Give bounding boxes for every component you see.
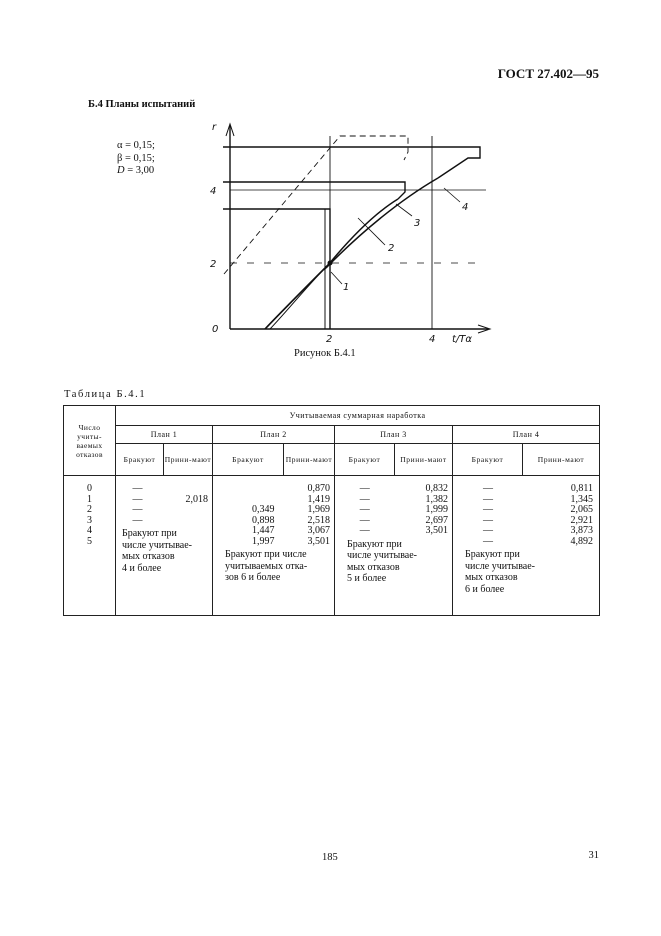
- sub-header-accept: Прини-мают: [284, 444, 335, 476]
- plan2-note-line: Бракуют при числе: [225, 549, 307, 560]
- plan1-reject-value: —: [132, 514, 143, 526]
- plan2-reject-value: 0,898: [251, 514, 275, 526]
- plan2-reject-value: 1,997: [251, 535, 275, 547]
- param-alpha: [117, 140, 155, 153]
- plan4-reject-value: —: [483, 493, 493, 505]
- plan-header-1: План 1: [116, 426, 213, 444]
- curve-label-2: 2: [388, 243, 395, 254]
- plan3-reject-value: —: [359, 504, 370, 515]
- plan4-accept-list: [523, 484, 597, 547]
- figure-caption: Рисунок Б.4.1: [294, 348, 356, 359]
- plan2-reject-value: [213, 484, 274, 495]
- plan3-cell: [335, 476, 453, 616]
- plan1-reject-value: —: [132, 504, 143, 515]
- sub-header-reject: Бракуют: [453, 444, 523, 476]
- label-1-leader: [331, 272, 342, 284]
- plan2-accept-value: 1,419: [307, 493, 330, 505]
- curve-4: [326, 178, 438, 268]
- plan1-cell: [116, 476, 213, 616]
- plan4-reject-value: —: [483, 535, 493, 547]
- plan2-dashed-boundary: [224, 136, 408, 274]
- plan1-accept-value: [159, 484, 208, 495]
- plan4-accept-value: 0,811: [570, 483, 593, 494]
- plan2-accept-value: 0,870: [307, 483, 330, 494]
- plan3-note: [335, 537, 452, 591]
- plan3-note-line: 5 и более: [347, 573, 387, 584]
- x-tick-4: 4: [429, 334, 436, 345]
- plan2-accept-value: 3,067: [307, 525, 330, 536]
- plan4-boundary: [223, 147, 480, 178]
- plan1-reject-value: —: [132, 483, 143, 494]
- plans-table: [63, 405, 600, 616]
- sub-header-reject: Бракуют: [335, 444, 395, 476]
- plan3-reject-value: —: [359, 525, 370, 536]
- plan1-reject-value: —: [132, 493, 143, 505]
- sub-header-reject: Бракуют: [116, 444, 164, 476]
- param-d: [117, 165, 155, 178]
- label-2-leader: [358, 218, 385, 245]
- plan-header-3: План 3: [335, 426, 453, 444]
- plan3-reject-value: —: [359, 483, 370, 494]
- plan2-note-line: учитываемых отка-: [225, 560, 308, 572]
- failure-count: 2: [87, 504, 92, 515]
- plan2-accept-list: [278, 484, 334, 547]
- plan4-accept-value: 2,921: [570, 514, 593, 526]
- param-alpha-value: = 0,15;: [122, 140, 155, 151]
- plan3-note-line: мых отказов: [347, 561, 400, 573]
- plan3-accept-value: 0,832: [425, 483, 448, 494]
- page-number-right: 31: [588, 850, 599, 861]
- plan1-accept-value: [159, 516, 208, 527]
- failure-count: 0: [87, 483, 92, 494]
- x-tick-0: 0: [212, 324, 219, 335]
- standard-code: ГОСТ 27.402—95: [497, 66, 599, 81]
- plan2-accept-value: 3,501: [307, 535, 330, 547]
- col-header-failures: Число учиты-ваемых отказов: [64, 406, 116, 476]
- plan1-note: [116, 526, 212, 580]
- y-axis-label: r: [212, 122, 217, 133]
- plan4-accept-value: 1,345: [570, 493, 593, 505]
- plan3-accept-value: 2,697: [425, 514, 448, 526]
- label-3-leader: [396, 204, 412, 216]
- page-number: 185: [322, 852, 338, 863]
- plan1-note-line: мых отказов: [122, 551, 175, 562]
- plan2-reject-list: [213, 484, 278, 547]
- plan3-reject-value: —: [359, 493, 370, 505]
- plan3-boundary: [223, 182, 405, 199]
- param-d-value: = 3,00: [124, 165, 155, 176]
- plan1-note-line: Бракуют при: [122, 528, 177, 539]
- plan2-reject-value: 1,447: [251, 525, 275, 536]
- x-axis-label: t/Tα: [452, 334, 472, 345]
- plan4-reject-value: —: [483, 525, 493, 536]
- sub-header-accept: Прини-мают: [164, 444, 213, 476]
- plan3-note-line: числе учитывае-: [347, 550, 418, 561]
- plan4-note-line: 6 и более: [465, 583, 505, 595]
- plan3-accept-value: 3,501: [425, 525, 448, 536]
- failure-count: 1: [87, 493, 92, 505]
- plan2-note: [213, 547, 334, 590]
- plan3-accept-value: 1,382: [425, 493, 448, 505]
- curve-label-1: 1: [343, 282, 350, 293]
- sub-header-accept: Прини-мают: [395, 444, 453, 476]
- plan4-reject-value: —: [483, 483, 493, 494]
- plan4-accept-value: 4,892: [570, 535, 593, 547]
- chart-static: [223, 124, 490, 333]
- plan4-note: [453, 547, 599, 601]
- plan3-accept-list: [394, 484, 452, 537]
- plan1-boundary: [223, 209, 330, 329]
- plan3-note-line: Бракуют при: [347, 538, 402, 550]
- plan4-cell: [453, 476, 600, 616]
- plan2-accept-value: 1,969: [307, 504, 330, 515]
- plan4-reject-list: [453, 484, 523, 547]
- plan1-note-line: 4 и более: [122, 562, 162, 574]
- intersection-point: [328, 261, 332, 265]
- sub-header-reject: Бракуют: [213, 444, 284, 476]
- plan3-reject-value: —: [359, 514, 370, 526]
- plan-header-2: План 2: [213, 426, 335, 444]
- curve-label-3: 3: [414, 218, 421, 229]
- test-parameters: [117, 140, 155, 178]
- x-tick-2: 2: [326, 334, 333, 345]
- param-beta: [117, 153, 155, 166]
- plan4-note-line: мых отказов: [465, 572, 518, 583]
- plan4-note-line: Бракуют при: [465, 549, 520, 560]
- param-beta-value: = 0,15;: [122, 152, 155, 164]
- y-tick-2: 2: [210, 259, 217, 270]
- plan1-accept-value: [159, 505, 208, 516]
- group-header: Учитываемая суммарная наработка: [116, 406, 600, 426]
- plan-diagram: [200, 118, 500, 346]
- failure-count: 4: [87, 525, 92, 536]
- sub-header-accept: Прини-мают: [523, 444, 600, 476]
- plan4-accept-value: 2,065: [570, 504, 593, 515]
- plan3-reject-list: [335, 484, 394, 537]
- plan3-accept-value: 1,999: [425, 504, 448, 515]
- plan2-reject-value: 0,349: [251, 504, 275, 515]
- param-alpha-symbol: α: [117, 140, 123, 151]
- table-caption: Таблица Б.4.1: [64, 389, 147, 400]
- plan1-reject-list: [116, 484, 159, 526]
- failure-count: 3: [87, 514, 92, 526]
- failure-count: 5: [87, 535, 92, 547]
- param-beta-symbol: β: [117, 152, 123, 164]
- plan1-note-line: числе учитывае-: [122, 539, 193, 551]
- plan-header-4: План 4: [453, 426, 600, 444]
- param-d-symbol: D: [117, 165, 125, 176]
- plan4-reject-value: —: [483, 514, 493, 526]
- plan4-reject-value: —: [483, 504, 493, 515]
- failures-column: [64, 476, 116, 616]
- plan2-note-line: зов 6 и более: [225, 572, 281, 583]
- y-tick-4: 4: [210, 186, 217, 197]
- plan1-accept-value: 2,018: [185, 493, 208, 505]
- section-title: Б.4 Планы испытаний: [88, 99, 196, 110]
- plan1-accept-list: [159, 484, 212, 526]
- plan4-note-line: числе учитывае-: [465, 560, 536, 572]
- plan2-accept-value: 2,518: [307, 514, 330, 526]
- plan2-cell: [213, 476, 335, 616]
- plan4-accept-value: 3,873: [570, 525, 593, 536]
- curve-label-4: 4: [462, 202, 469, 213]
